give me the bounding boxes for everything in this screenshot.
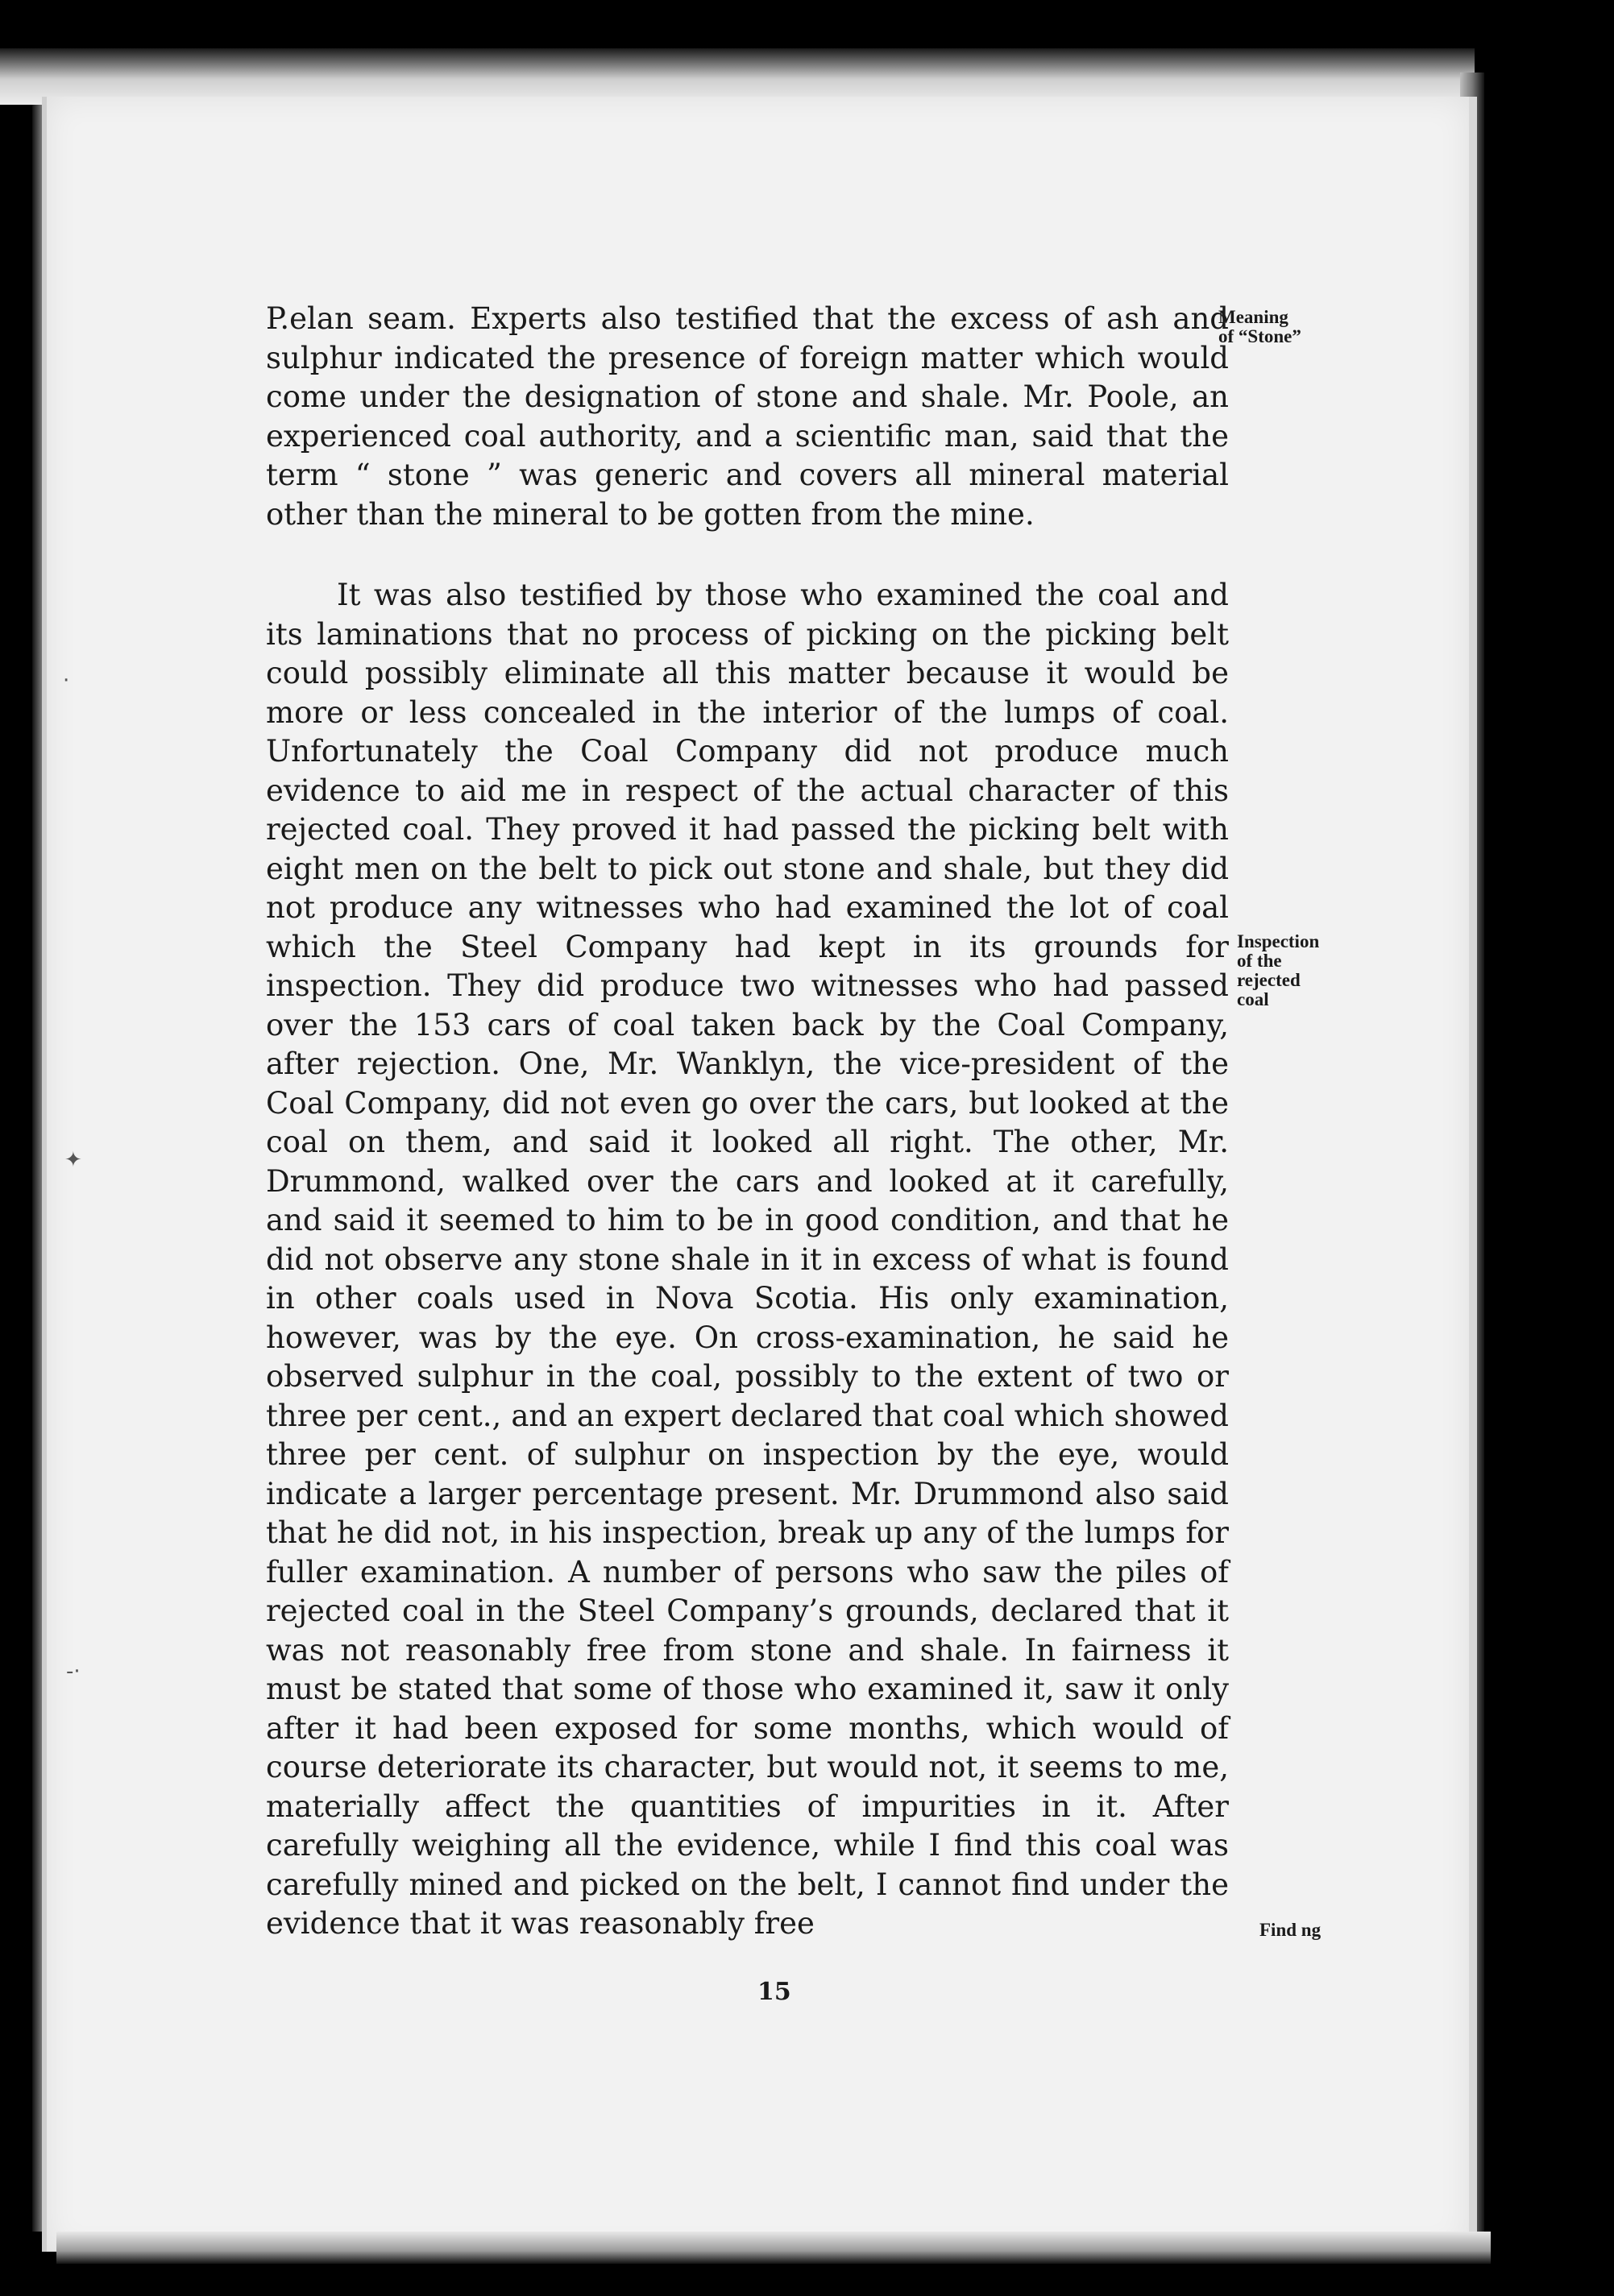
book-bottom-edge bbox=[56, 2232, 1491, 2264]
scan-speck: -· bbox=[66, 1660, 81, 1684]
scan-speck: · bbox=[63, 669, 70, 693]
page-number: 15 bbox=[757, 1978, 791, 2006]
margin-note-finding: Find ng bbox=[1259, 1920, 1321, 1940]
paragraph-2: It was also testified by those who examined the coal and its laminations that no process of picking on the picking belt could possibly eliminate all this matter because it would be more or less concealed in the interior of the lumps of coal. Unfortunately the Coal Company did not produce much evidence to aid me in respect of the actual character of this rejected coal. They proved it had passed the picking belt with eight men on the belt to pick out stone and shale, but they did not produce any witnesses who had examined the lot of coal which the Steel Company had kept in its grounds for inspection. They did produce two witnesses who had passed over the 153 cars of coal taken back by the Coal Company, after rejection. One, Mr. Wanklyn, the vice-president of the Coal Company, did not even go over the cars, but looked at the coal on them, and said it looked all right. The other, Mr. Drummond, walked over the cars and looked at it carefully, and said it seemed to him to be in good condition, and that he did not observe any stone shale in it in excess of what is found in other coals used in Nova Scotia. His only examination, however, was by the eye. On cross-examination, he said he observed sulphur in the coal, possibly to the extent of two or three per cent., and an expert declared that coal which showed three per cent. of sulphur on inspection by the eye, would indicate a larger percentage present. Mr. Drummond also said that he did not, in his inspection, break up any of the lumps for fuller examination. A number of persons who saw the piles of rejected coal in the Steel Company’s grounds, declared that it was not reasonably free from stone and shale. In fairness it must be stated that some of those who examined it, saw it only after it had been exposed for some months, which would of course deteriorate its character, but would not, it seems to me, materially affect the quantities of impurities in it. After carefully weighing all the evidence, while I find this coal was carefully mined and picked on the belt, I cannot find under the evidence that it was reasonably free bbox=[266, 578, 1229, 1941]
body-text bbox=[266, 300, 1229, 1944]
margin-note-inspection: Inspection of the rejected coal bbox=[1237, 931, 1320, 1009]
scan-speck: ✦ bbox=[64, 1148, 82, 1172]
paragraph-1: P.elan seam. Experts also testified that the excess of ash and sulphur indicated the presence of foreign matter which would come under the designation of stone and shale. Mr. Poole, an experienced coal authority, and a scientific man, said that the term “ stone ” was generic and covers all mineral material other than the mineral to be gotten from the mine. bbox=[266, 301, 1229, 532]
margin-note-meaning-of-stone: Meaning of “Stone” bbox=[1218, 307, 1301, 346]
